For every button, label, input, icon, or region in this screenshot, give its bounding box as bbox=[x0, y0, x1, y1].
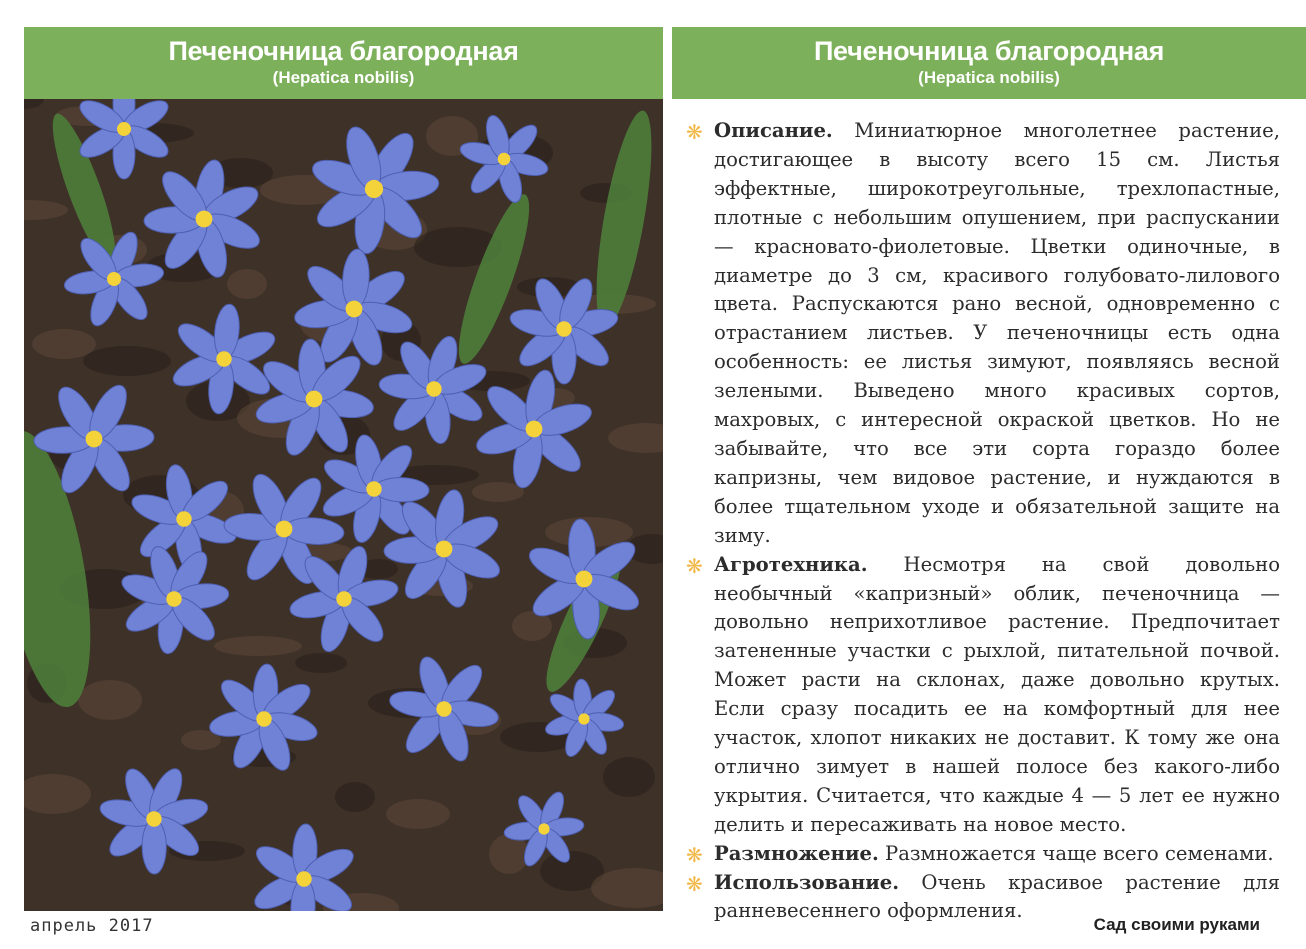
section-heading: Агротехника. bbox=[714, 552, 868, 576]
right-card bbox=[672, 27, 1306, 923]
description-text-box bbox=[672, 99, 1306, 923]
section-propagation bbox=[686, 840, 1280, 869]
section-heading: Описание. bbox=[714, 119, 833, 142]
left-card-title: Печеночница благородная bbox=[168, 36, 519, 66]
section-heading: Размножение. bbox=[714, 841, 879, 865]
right-card-latin-name: (Hepatica nobilis) bbox=[918, 68, 1060, 87]
section-text: Миниатюрное многолетнее растение, достигающее в высоту всего 15 см. Листья эффектные, широкотреугольные, трехлопастные, плотные с небольшим опушением, при распускании — красновато-фиолетовые. Цветки одиночные, в диаметре до 3 см, красивого голубовато-лилового цвета. Распускаются рано весной, одновременно с отрастанием листьев. У печеночницы есть одна особенность: ее листья зимуют, появляясь весной зелеными. Выведено много красивых сортов, махровых, с интересной окраской цветков. Но не забывайте, что все эти сорта гораздо более капризны, чем видовое растение, и нуждаются в более тщательном уходе и обязательной защите на зиму. bbox=[714, 119, 1280, 547]
star-bullet-icon: ❋ bbox=[686, 120, 703, 144]
right-card-title: Печеночница благородная bbox=[813, 36, 1165, 66]
left-card-latin-name: (Hepatica nobilis) bbox=[272, 68, 415, 87]
star-bullet-icon: ❋ bbox=[686, 842, 703, 867]
star-bullet-icon: ❋ bbox=[686, 871, 703, 896]
left-card bbox=[24, 27, 663, 911]
left-card-header bbox=[24, 27, 663, 99]
right-card-header bbox=[672, 27, 1306, 99]
section-heading: Использование. bbox=[714, 870, 900, 894]
section-text: Несмотря на свой довольно необычный «капризный» облик, печеночница — довольно неприхотливое растение. Предпочитает затененные участки с рыхлой, питательной почвой. Может расти на склонах, даже довольно крутых. Если сразу посадить ее на комфортный для нее участок, хлопот никаких не доставит. К тому же она отлично зимует в нашей полосе без какого-либо укрытия. Считается, что каждые 4 — 5 лет ее нужно делить и пересаживать на новое место. bbox=[714, 552, 1280, 836]
section-description bbox=[686, 117, 1280, 551]
section-text: Очень красивое растение для ранневесеннего оформления. bbox=[714, 870, 1280, 923]
section-agrotechnics bbox=[686, 551, 1280, 840]
magazine-name: Сад своими руками bbox=[1093, 915, 1260, 934]
issue-date: апрель 2017 bbox=[30, 916, 154, 936]
section-text: Размножается чаще всего семенами. bbox=[878, 841, 1274, 865]
hepatica-flowers-photo bbox=[24, 99, 663, 911]
star-bullet-icon: ❋ bbox=[686, 553, 703, 578]
